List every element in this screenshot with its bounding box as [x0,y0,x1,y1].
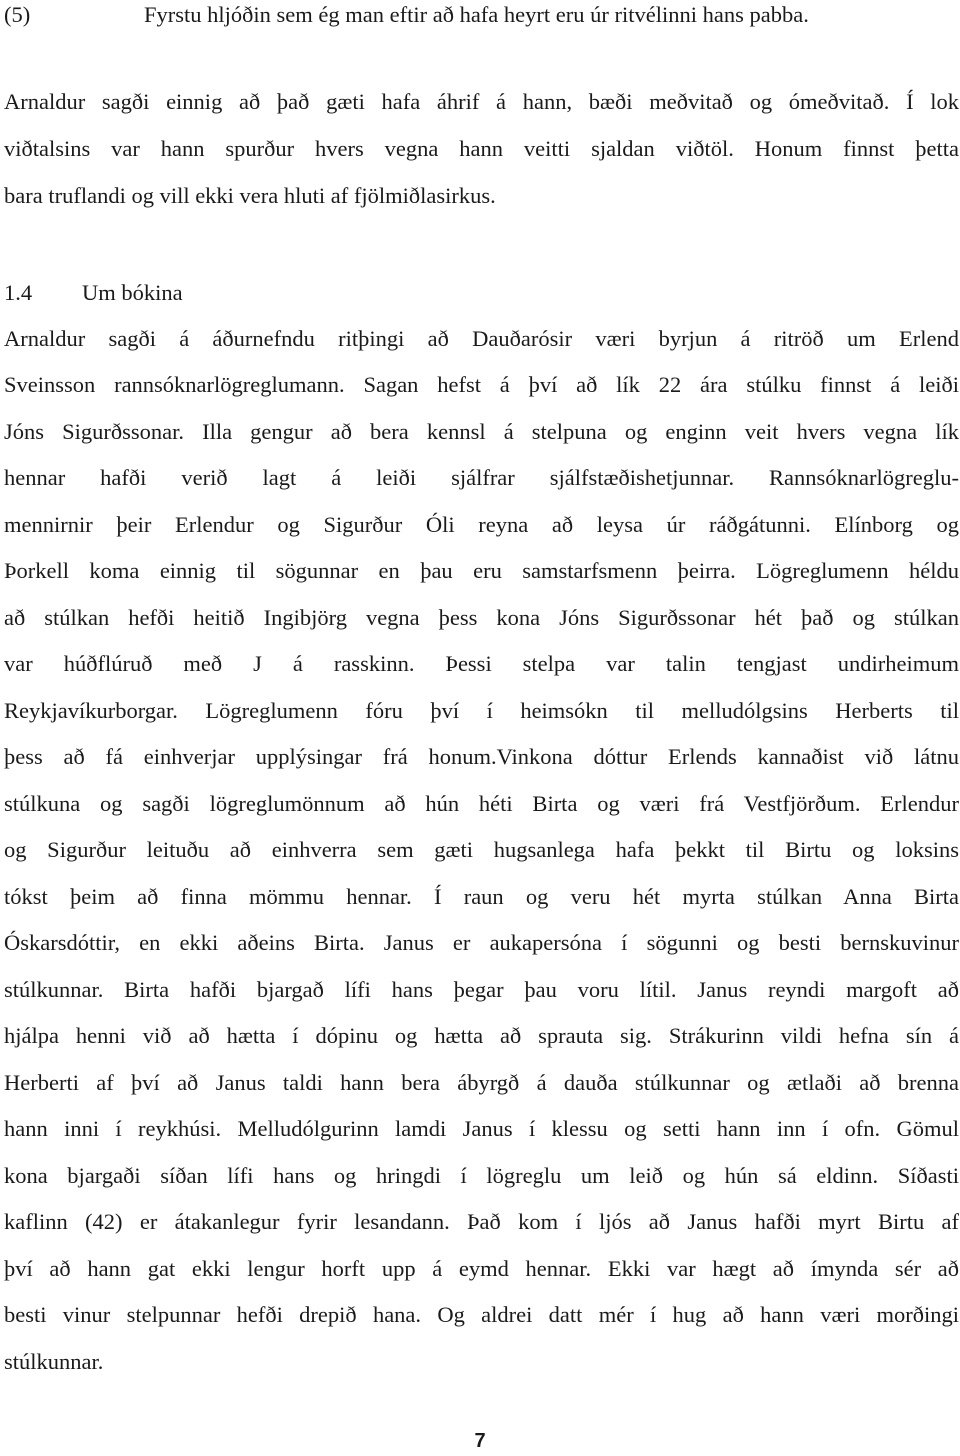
paragraph-line: var húðflúruð með J á rasskinn. Þessi stelpa var talin tengjast undirheimum [4,651,959,676]
section-title: Um bókina [82,280,183,305]
paragraph-line: Jóns Sigurðssonar. Illa gengur að bera kennsl á stelpuna og enginn veit hvers vegna lík [4,419,959,444]
paragraph-line: hennar hafði verið lagt á leiði sjálfrar sjálfstæðishetjunnar. Rannsóknarlögreglu- [4,465,959,490]
paragraph-line: hjálpa henni við að hætta í dópinu og hætta að sprauta sig. Strákurinn vildi hefna sín á [4,1023,959,1048]
paragraph-line: stúlkunnar. Birta hafði bjargað lífi hans þegar þau voru lítil. Janus reyndi margoft að [4,977,959,1002]
paragraph-line: Óskarsdóttir, en ekki aðeins Birta. Janus er aukapersóna í sögunni og besti bernskuvinur [4,930,959,955]
paragraph-line: tókst þeim að finna mömmu hennar. Í raun og veru hét myrta stúlkan Anna Birta [4,884,959,909]
paragraph-line: hann inni í reykhúsi. Melludólgurinn lamdi Janus í klessu og setti hann inn í ofn. Gömul [4,1116,959,1141]
paragraph-line: þess að fá einhverjar upplýsingar frá honum.Vinkona dóttur Erlends kannaðist við látnu [4,744,959,769]
paragraph-line: Sveinsson rannsóknarlögreglumann. Sagan hefst á því að lík 22 ára stúlku finnst á leiði [4,372,959,397]
section-heading [4,278,959,308]
paragraph-line: besti vinur stelpunnar hefði drepið hana. Og aldrei datt mér í hug að hann væri morðingi [4,1302,959,1327]
paragraph-line: að stúlkan hefði heitið Ingibjörg vegna þess kona Jóns Sigurðssonar hét það og stúlkan [4,605,959,630]
paragraph-line: Herberti af því að Janus taldi hann bera ábyrgð á dauða stúlkunnar og ætlaði að brenna [4,1070,959,1095]
paragraph-line: því að hann gat ekki lengur horft upp á eymd hennar. Ekki var hægt að ímynda sér að [4,1256,959,1281]
paragraph-line: Reykjavíkurborgar. Lögreglumenn fóru því í heimsókn til melludólgsins Herberts til [4,698,959,723]
paragraph-line: mennirnir þeir Erlendur og Sigurður Óli reyna að leysa úr ráðgátunni. Elínborg og [4,512,959,537]
paragraph-line: kaflinn (42) er átakanlegur fyrir lesandann. Það kom í ljós að Janus hafði myrt Birtu af [4,1209,959,1234]
paragraph-line: kona bjargaði síðan lífi hans og hringdi í lögreglu um leið og hún sá eldinn. Síðasti [4,1163,959,1188]
paragraph-line: og Sigurður leituðu að einhverra sem gæti hugsanlega hafa þekkt til Birtu og loksins [4,837,959,862]
paragraph-line: Arnaldur sagði á áðurnefndu ritþingi að Dauðarósir væri byrjun á ritröð um Erlend [4,326,959,351]
page-number: 7 [474,1430,486,1452]
paragraph-line: stúlkunnar. [4,1349,104,1374]
example-line [4,0,959,30]
paragraph-line: stúlkuna og sagði lögreglumönnum að hún héti Birta og væri frá Vestfjörðum. Erlendur [4,791,959,816]
section-number: 1.4 [4,280,33,305]
paragraph-line: viðtalsins var hann spurður hvers vegna hann veitti sjaldan viðtöl. Honum finnst þetta [4,136,959,161]
example-number: (5) [4,2,31,27]
example-text: Fyrstu hljóðin sem ég man eftir að hafa heyrt eru úr ritvélinni hans pabba. [144,2,809,27]
paragraph-line: Þorkell koma einnig til sögunnar en þau eru samstarfsmenn þeirra. Lögreglumenn héldu [4,558,959,583]
paragraph-line: Arnaldur sagði einnig að það gæti hafa áhrif á hann, bæði meðvitað og ómeðvitað. Í lok [4,89,959,114]
paragraph-line: bara truflandi og vill ekki vera hluti af fjölmiðlasirkus. [4,183,496,208]
